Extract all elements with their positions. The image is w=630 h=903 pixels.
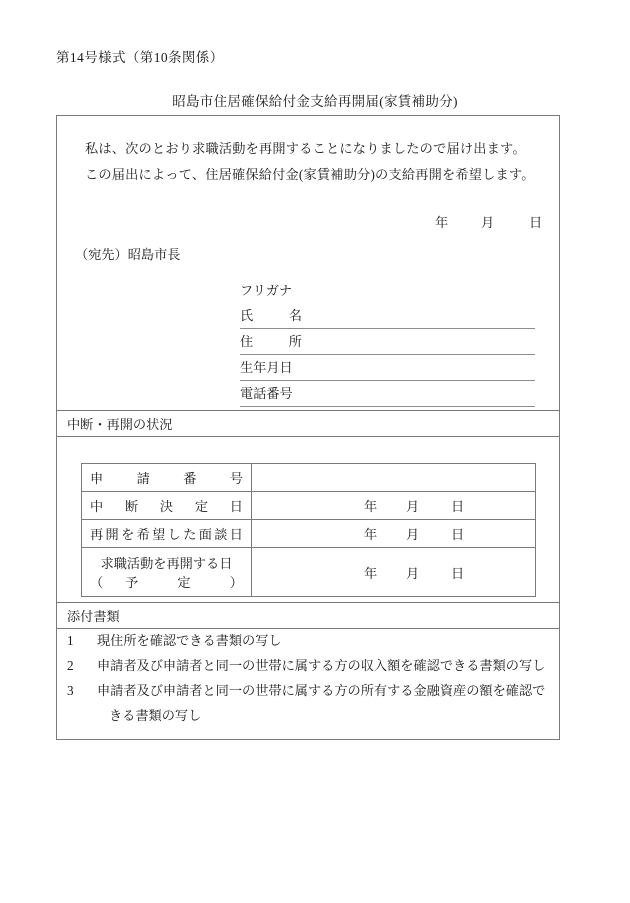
field-name[interactable] [240,303,535,329]
status-table [81,463,536,597]
status-label-interview-date: 再開を希望した面談日 [82,520,252,548]
resume-day-label: 日 [451,565,465,581]
suspension-year-label: 年 [364,499,378,514]
field-phone[interactable] [240,381,535,407]
status-value-interview-date[interactable] [252,520,536,548]
attachment-text-2: 申請者及び申請者と同一の世帯に属する方の収入額を確認できる書類の写し [97,658,546,673]
status-value-resume-date[interactable] [252,548,536,597]
suspension-day-label: 日 [451,499,465,514]
form-body-box [56,115,560,740]
status-label-resume-date: 求職活動を再開する日 （ 予 定 ） [82,548,252,597]
field-label-furigana: フリガナ [240,283,293,298]
field-label-name: 氏 名 [240,308,302,323]
list-item [57,678,559,728]
list-item [57,653,559,678]
field-label-address: 住 所 [240,334,302,349]
declaration-line-1: 私は、次のとおり求職活動を再開することになりましたので届け出ます。 [85,141,526,156]
status-value-suspension-date[interactable] [252,492,536,520]
table-row [82,464,536,492]
status-label-application-number: 申請番号 [82,464,252,492]
date-month-label: 月 [481,215,495,230]
list-item [57,628,559,653]
section-heading-status: 中断・再開の状況 [57,410,559,437]
status-value-application-number[interactable] [252,464,536,492]
attachment-number-3: 3 [67,683,74,698]
interview-month-label: 月 [406,527,420,542]
date-year-label: 年 [435,215,449,230]
table-row [82,492,536,520]
table-row [82,548,536,597]
attachment-text-3: 申請者及び申請者と同一の世帯に属する方の所有する金融資産の額を確認できる書類の写し [97,683,546,723]
status-label-suspension-date: 中断決定日 [82,492,252,520]
addressee: （宛先）昭島市長 [75,247,181,262]
document-title: 昭島市住居確保給付金支給再開届(家賃補助分) [172,94,458,109]
attachment-number-1: 1 [67,633,74,648]
date-day-label: 日 [529,215,543,230]
resume-year-label: 年 [364,565,378,581]
field-birthdate[interactable] [240,355,535,381]
attachment-number-2: 2 [67,658,74,673]
field-label-birthdate: 生年月日 [240,360,293,375]
applicant-fields [240,278,535,407]
field-furigana[interactable] [240,278,535,303]
table-row [82,520,536,548]
declaration-line-2: この届出によって、住居確保給付金(家賃補助分)の支給再開を希望します。 [85,167,535,182]
attachments-list [57,628,559,728]
submission-date-line [435,212,551,231]
interview-day-label: 日 [451,527,465,542]
declaration-text [71,136,549,188]
suspension-month-label: 月 [406,499,420,514]
interview-year-label: 年 [364,527,378,542]
section-heading-attachments: 添付書類 [57,602,559,629]
form-number: 第14号様式（第10条関係） [56,50,224,65]
field-label-phone: 電話番号 [240,386,293,401]
resume-month-label: 月 [406,565,420,581]
attachment-text-1: 現住所を確認できる書類の写し [97,633,282,648]
field-address[interactable] [240,329,535,355]
